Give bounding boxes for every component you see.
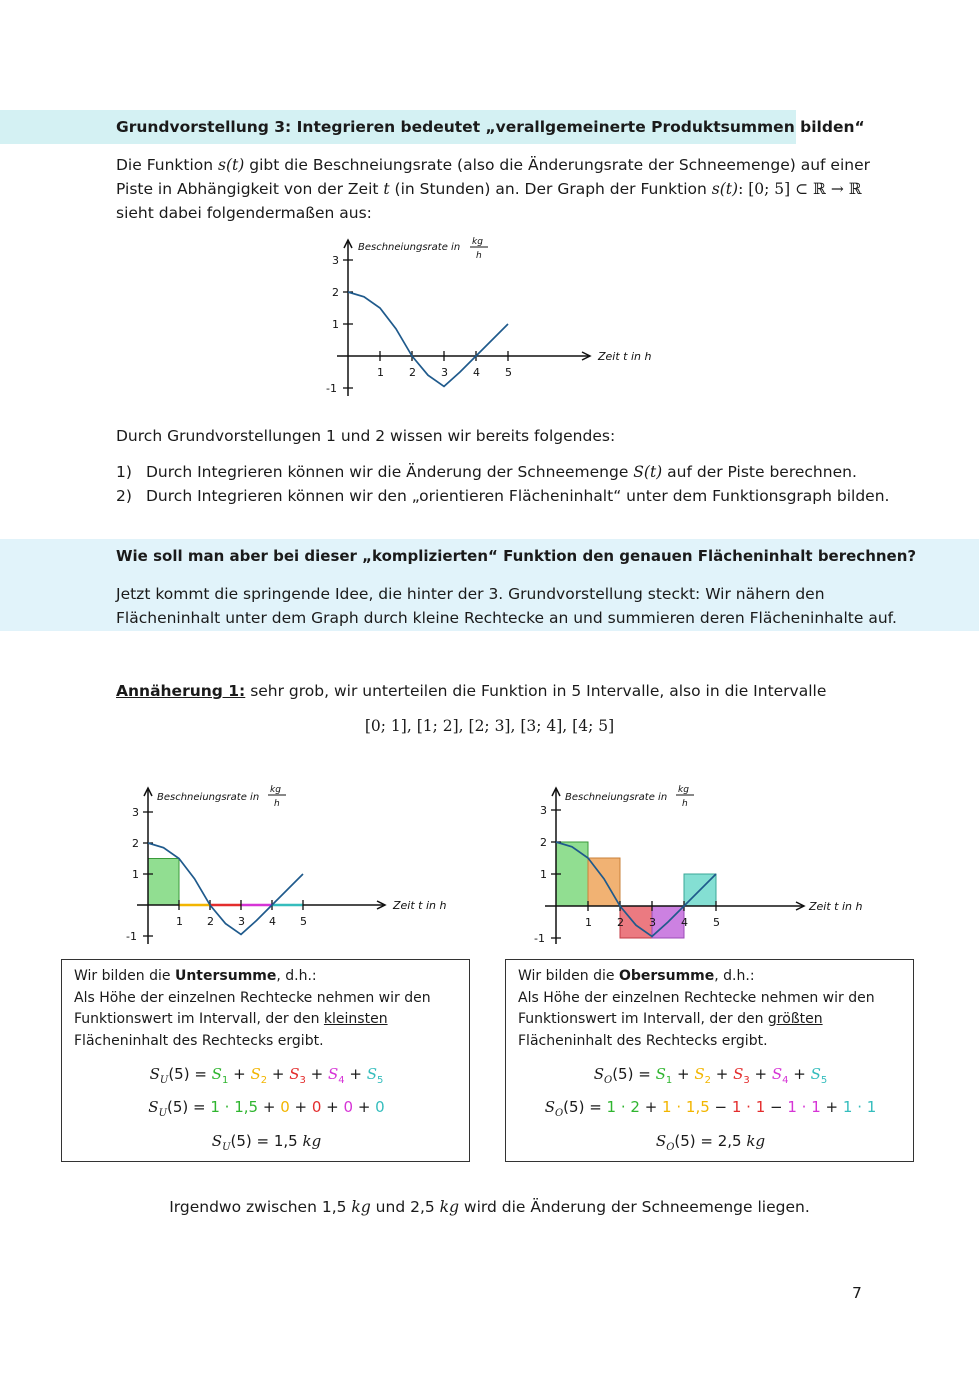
intervals: [0; 1], [1; 2], [2; 3], [3; 4], [4; 5]	[364, 717, 615, 735]
obersumme-result: $S_O(5) = 2,5$ kg	[655, 1132, 766, 1153]
known-item-2: 2) Durch Integrieren können wir den „orientieren Flächeninhalt“ unter dem Funktionsgraph bilden.	[116, 487, 890, 505]
main-xtick-label-4: 4	[473, 366, 480, 379]
main-ytick-label--1: -1	[326, 382, 337, 395]
unter-xtick-label-2: 2	[207, 915, 214, 928]
known-intro: Durch Grundvorstellungen 1 und 2 wissen wir bereits folgendes:	[116, 427, 616, 445]
unter-ytick-label-1: 1	[132, 868, 139, 881]
unter-ytick-label-2: 2	[132, 837, 139, 850]
ober-chart	[528, 778, 873, 948]
unter-bar-1	[148, 859, 179, 906]
unter-unit-num: kg	[270, 785, 281, 795]
untersumme-result: $S_U(5) = 1,5$ kg	[211, 1132, 322, 1153]
ober-ylabel: Beschneiungsrate in	[565, 792, 668, 803]
untersumme-box	[61, 959, 470, 1162]
ober-ytick-label-1: 1	[540, 868, 547, 881]
question-text: Jetzt kommt die springende Idee, die hinter der 3. Grundvorstellung steckt: Wir nähern den Flächeninhalt unter dem Graph durch kleine Rechtecke an und summieren deren Flächeninhalte auf.	[116, 585, 897, 627]
main-ylabel-unit-den: h	[476, 251, 482, 261]
main-chart-tick-labels	[326, 254, 512, 395]
conclusion: Irgendwo zwischen 1,5 kg und 2,5 kg wird die Änderung der Schneemenge liegen.	[169, 1198, 810, 1216]
ober-xtick-label-4: 4	[681, 916, 688, 929]
main-ylabel: Beschneiungsrate in	[358, 242, 461, 253]
untersumme-formula-1: $S_U(5) = S_1 + S_2 + S_3 + S_4 + S_5$	[149, 1065, 384, 1086]
unter-xlabel: Zeit t in h	[393, 899, 447, 912]
main-chart	[320, 232, 665, 402]
main-ytick-label-1: 1	[332, 318, 339, 331]
untersumme-description: Wir bilden die Untersumme, d.h.: Als Höhe der einzelnen Rechtecke nehmen wir den Funktionswert im Intervall, der den kleinsten Flächeninhalt des Rechtecks ergibt.	[74, 968, 431, 1049]
unter-xtick-label-5: 5	[300, 915, 307, 928]
unter-unit-den: h	[274, 799, 280, 809]
main-xtick-label-1: 1	[377, 366, 384, 379]
main-xtick-label-3: 3	[441, 366, 448, 379]
main-ytick-label-3: 3	[332, 254, 339, 267]
main-ylabel-unit-num: kg	[472, 237, 483, 247]
obersumme-formula-1: $S_O(5) = S_1 + S_2 + S_3 + S_4 + S_5$	[593, 1065, 828, 1086]
intro-paragraph: Die Funktion s(t) gibt die Beschneiungsrate (also die Änderungsrate der Schneemenge) auf einer Piste in Abhängigkeit von der Zeit t (in Stunden) an. Der Graph der Funktion s(t): [0; 5] ⊂ ℝ → ℝ sieht dabei folgendermaßen aus:	[116, 156, 870, 222]
unter-chart	[120, 778, 460, 948]
main-function-curve	[348, 292, 508, 386]
main-chart-ticks	[343, 260, 508, 388]
ober-unit-num: kg	[678, 785, 689, 795]
ober-ytick-label-3: 3	[540, 804, 547, 817]
main-xtick-label-2: 2	[409, 366, 416, 379]
obersumme-box	[505, 959, 914, 1162]
unter-bars	[148, 859, 179, 906]
ober-xlabel: Zeit t in h	[809, 900, 863, 913]
unter-xtick-label-3: 3	[238, 915, 245, 928]
page-number: 7	[852, 1284, 862, 1302]
unter-ytick-label-3: 3	[132, 806, 139, 819]
unter-ytick-label--1: -1	[126, 930, 137, 943]
known-item-1: 1) Durch Integrieren können wir die Änderung der Schneemenge S(t) auf der Piste berechnen.	[116, 463, 857, 481]
obersumme-description: Wir bilden die Obersumme, d.h.: Als Höhe der einzelnen Rechtecke nehmen wir den Funktionswert im Intervall, der den größten Flächeninhalt des Rechtecks ergibt.	[518, 968, 875, 1049]
ober-unit-den: h	[682, 799, 688, 809]
ober-ytick-label--1: -1	[534, 932, 545, 945]
untersumme-formula-2: $S_U(5) = 1 \cdot 1,5 + 0 + 0 + 0 + 0$	[148, 1098, 385, 1119]
ober-xtick-label-1: 1	[585, 916, 592, 929]
ober-xtick-label-3: 3	[649, 916, 656, 929]
main-xtick-label-5: 5	[505, 366, 512, 379]
approx-line: Annäherung 1: sehr grob, wir unterteilen die Funktion in 5 Intervalle, also in die Intervalle	[116, 682, 827, 700]
unter-xtick-label-1: 1	[176, 915, 183, 928]
unter-xtick-label-4: 4	[269, 915, 276, 928]
ober-ytick-label-2: 2	[540, 836, 547, 849]
question-title: Wie soll man aber bei dieser „komplizierten“ Funktion den genauen Flächeninhalt berechnen?	[116, 547, 917, 565]
main-xlabel: Zeit t in h	[598, 350, 652, 363]
obersumme-formula-2: $S_O(5) = 1 \cdot 2 + 1 \cdot 1,5 - 1 \cdot 1 - 1 \cdot 1 + 1 \cdot 1$	[544, 1098, 877, 1119]
section-heading: Grundvorstellung 3: Integrieren bedeutet „verallgemeinerte Produktsummen bilden“	[116, 118, 865, 136]
main-ytick-label-2: 2	[332, 286, 339, 299]
ober-xtick-label-5: 5	[713, 916, 720, 929]
ober-bars	[556, 842, 716, 938]
unter-ylabel: Beschneiungsrate in	[157, 792, 260, 803]
main-chart-axes	[337, 240, 590, 396]
ober-xtick-label-2: 2	[617, 916, 624, 929]
